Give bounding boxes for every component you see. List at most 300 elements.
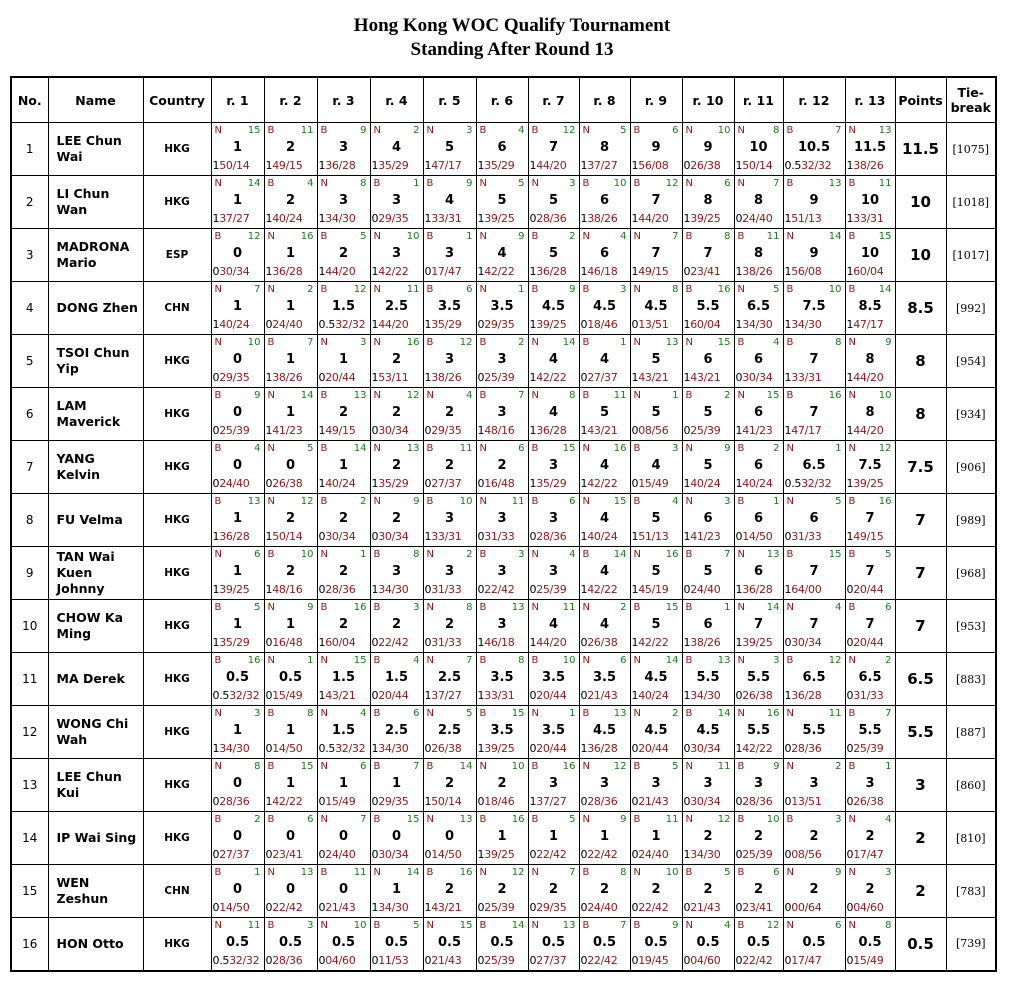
round-result — [372, 690, 409, 702]
round-result-value: 0 — [477, 530, 485, 543]
round-opponent: 2 — [885, 655, 892, 666]
round-result-value: 0 — [212, 901, 220, 914]
round-result-value: 0 — [631, 901, 639, 914]
round-color: B — [214, 867, 222, 878]
round-result-value: 0 — [683, 953, 691, 967]
round-cumulative: 4.5 — [644, 299, 668, 314]
round-color: N — [582, 655, 590, 666]
round-result-value: 1 — [265, 212, 273, 225]
round-cell — [528, 706, 579, 759]
round-opponent: 11 — [665, 814, 679, 825]
round-result — [372, 478, 409, 490]
round-score: 24/40 — [690, 583, 721, 596]
round-opponent: 13 — [828, 178, 842, 189]
round-opponent: 12 — [766, 920, 780, 931]
round-opponent: 1 — [518, 284, 525, 295]
round-result-value: 1 — [846, 318, 854, 331]
round-cumulative: 10 — [749, 140, 768, 155]
round-cumulative: 1 — [651, 829, 661, 844]
round-cumulative: 3 — [391, 246, 402, 261]
round-cumulative: 6.5 — [746, 299, 771, 314]
round-score: 14/50 — [742, 530, 773, 543]
round-result-value: 0 — [529, 212, 537, 225]
round-cumulative: 1 — [285, 723, 296, 738]
round-opponent: 3 — [254, 708, 261, 719]
round-cell — [528, 918, 579, 971]
round-result-value: 0 — [683, 583, 691, 596]
round-score: 42/22 — [587, 477, 618, 490]
round-cumulative: 2 — [865, 882, 875, 897]
round-result-value: 1 — [846, 212, 854, 225]
round-opponent: 13 — [511, 602, 525, 613]
round-cell — [264, 706, 317, 759]
round-cumulative: 4.5 — [644, 670, 668, 685]
round-opponent: 9 — [620, 814, 627, 825]
round-result-value: 0 — [846, 636, 854, 649]
round-cell — [845, 176, 895, 229]
round-score: 14/50 — [219, 901, 250, 914]
round-result — [319, 796, 356, 808]
round-opponent: 6 — [466, 284, 473, 295]
round-score: 39/25 — [484, 212, 515, 225]
round-opponent: 8 — [254, 761, 261, 772]
round-cell — [476, 653, 528, 706]
round-result — [266, 160, 303, 172]
round-color: B — [786, 549, 794, 560]
round-cell — [682, 388, 734, 441]
player-tiebreak: [739] — [946, 918, 996, 971]
round-result — [847, 902, 884, 914]
round-color: B — [737, 231, 745, 242]
round-color: N — [267, 284, 275, 295]
round-opponent: 10 — [828, 284, 842, 295]
round-opponent: 11 — [828, 708, 842, 719]
header-points: Points — [895, 77, 946, 123]
player-tiebreak: [883] — [946, 653, 996, 706]
round-opponent: 8 — [360, 178, 367, 189]
round-result — [847, 849, 884, 861]
round-cell — [211, 653, 264, 706]
round-cumulative: 2 — [548, 882, 559, 897]
round-opponent: 8 — [773, 125, 780, 136]
round-opponent: 8 — [672, 284, 679, 295]
round-opponent: 3 — [413, 602, 420, 613]
round-cell — [528, 865, 579, 918]
round-opponent: 3 — [620, 284, 627, 295]
round-opponent: 14 — [562, 337, 576, 348]
round-score: 37/27 — [219, 212, 250, 225]
round-cell — [579, 494, 630, 547]
round-opponent: 10 — [562, 655, 576, 666]
round-color: B — [479, 920, 487, 931]
round-result — [785, 955, 822, 967]
round-result — [213, 425, 250, 437]
round-opponent: 16 — [717, 284, 731, 295]
round-result-value: 1 — [212, 636, 220, 649]
round-cumulative: 2 — [703, 829, 713, 844]
round-cumulative: 7 — [809, 352, 819, 367]
round-color: B — [426, 178, 434, 189]
round-opponent: 7 — [672, 231, 679, 242]
round-cumulative: 3 — [391, 564, 402, 579]
round-score: 40/24 — [219, 318, 250, 331]
round-cell — [423, 600, 476, 653]
round-cumulative: 1 — [232, 140, 243, 155]
round-cumulative: 6.5 — [802, 458, 826, 473]
round-score: 22/42 — [587, 848, 618, 861]
round-score: 36/28 — [325, 159, 356, 172]
round-color: B — [426, 284, 434, 295]
round-color: B — [267, 708, 275, 719]
round-color: N — [582, 231, 590, 242]
round-result-value: 0 — [735, 901, 743, 914]
round-cell — [370, 494, 423, 547]
round-opponent: 1 — [885, 761, 892, 772]
round-result-value: 1 — [529, 371, 537, 384]
round-score: 16/48 — [484, 477, 515, 490]
round-opponent: 4 — [672, 496, 679, 507]
table-row — [11, 706, 996, 759]
round-opponent: 12 — [613, 761, 627, 772]
round-cumulative: 2 — [599, 882, 610, 897]
round-color: B — [848, 708, 856, 719]
round-color: B — [531, 496, 539, 507]
round-score: 42/22 — [484, 265, 515, 278]
round-opponent: 15 — [353, 655, 367, 666]
round-result-value: 1 — [318, 424, 326, 437]
round-result — [632, 902, 669, 914]
round-result — [478, 160, 515, 172]
header-round: r. 7 — [528, 77, 579, 123]
round-score: 32/32 — [335, 742, 366, 755]
round-score: 40/24 — [272, 212, 303, 225]
round-cumulative: 0.5 — [225, 670, 250, 685]
round-result — [632, 266, 669, 278]
round-result — [785, 849, 822, 861]
round-result — [632, 319, 669, 331]
round-result-value: 0 — [265, 901, 273, 914]
round-cell — [579, 812, 630, 865]
round-cell — [783, 706, 845, 759]
round-score: 28/36 — [219, 795, 250, 808]
round-color: B — [267, 125, 275, 136]
round-score: 23/41 — [690, 265, 721, 278]
round-result-value: 1 — [371, 318, 379, 331]
round-cumulative: 7 — [651, 193, 661, 208]
round-color: N — [848, 125, 856, 136]
round-color: B — [267, 178, 275, 189]
round-cumulative: 11.5 — [853, 140, 887, 155]
round-cell — [476, 388, 528, 441]
round-score: 04/60 — [690, 953, 721, 967]
round-score: 44/20 — [638, 212, 669, 225]
round-result — [372, 637, 409, 649]
round-score: 29/35 — [219, 371, 250, 384]
player-tiebreak: [906] — [946, 441, 996, 494]
round-score: 21/43 — [638, 795, 669, 808]
round-score: 49/15 — [853, 530, 884, 543]
round-color: B — [582, 867, 590, 878]
round-score: 25/39 — [484, 953, 515, 967]
round-opponent: 15 — [562, 443, 576, 454]
round-score: 49/15 — [638, 265, 669, 278]
round-cumulative: 1 — [285, 299, 296, 314]
player-name: CHOW Ka Ming — [48, 600, 143, 653]
round-result-value: 1 — [318, 265, 326, 278]
round-cumulative: 3 — [548, 458, 559, 473]
round-cell — [528, 123, 579, 176]
round-result-value: 1 — [424, 530, 432, 543]
round-score: 14/50 — [272, 742, 303, 755]
round-result-value: 0.5 — [784, 159, 802, 172]
table-row — [11, 176, 996, 229]
round-result-value: 1 — [846, 371, 854, 384]
round-score: 30/34 — [690, 742, 721, 755]
round-result-value: 0 — [846, 901, 854, 914]
round-result-value: 0 — [424, 424, 432, 437]
round-color: N — [479, 443, 487, 454]
round-result — [425, 266, 462, 278]
round-score: 23/41 — [742, 901, 773, 914]
round-cell — [783, 441, 845, 494]
round-result-value: 0 — [735, 848, 743, 861]
round-cumulative: 2 — [391, 352, 402, 367]
round-color: N — [267, 602, 275, 613]
round-result-value: 0 — [631, 795, 639, 808]
round-cumulative: 3 — [599, 776, 610, 791]
round-cell — [783, 918, 845, 971]
round-result-value: 0 — [735, 689, 743, 702]
round-result — [213, 266, 250, 278]
round-result — [736, 478, 773, 490]
round-result — [266, 213, 303, 225]
round-color: B — [685, 602, 693, 613]
round-color: N — [737, 284, 745, 295]
round-score: 36/28 — [791, 689, 822, 702]
round-cumulative: 0.5 — [644, 935, 668, 950]
round-opponent: 14 — [613, 549, 627, 560]
title-line-1: Hong Kong WOC Qualify Tournament — [353, 15, 671, 36]
round-cell — [734, 653, 783, 706]
round-cell — [682, 176, 734, 229]
round-result-value: 1 — [631, 636, 639, 649]
round-score: 46/18 — [587, 265, 618, 278]
round-color: N — [479, 761, 487, 772]
round-color: N — [786, 920, 794, 931]
round-score: 29/35 — [536, 901, 567, 914]
round-opponent: 12 — [300, 496, 314, 507]
round-cell — [264, 229, 317, 282]
round-result — [213, 584, 250, 596]
round-color: B — [582, 708, 590, 719]
round-cumulative: 4 — [497, 246, 507, 261]
round-cumulative: 9 — [703, 140, 713, 155]
round-result-value: 0 — [735, 212, 743, 225]
round-opponent: 1 — [724, 602, 731, 613]
round-result — [530, 637, 567, 649]
round-result — [785, 266, 822, 278]
round-result — [581, 531, 618, 543]
round-cumulative: 0.5 — [541, 935, 566, 950]
round-score: 30/34 — [742, 371, 773, 384]
table-row — [11, 229, 996, 282]
round-result — [785, 584, 822, 596]
round-color: B — [848, 284, 856, 295]
round-opponent: 3 — [885, 867, 892, 878]
round-cell — [317, 547, 370, 600]
round-opponent: 2 — [518, 337, 525, 348]
round-opponent: 6 — [835, 920, 842, 931]
round-result-value: 1 — [529, 159, 537, 172]
round-result-value: 0 — [683, 424, 691, 437]
round-opponent: 3 — [360, 337, 367, 348]
round-result-value: 0 — [371, 424, 379, 437]
round-opponent: 10 — [353, 920, 367, 931]
round-score: 26/38 — [853, 795, 884, 808]
round-cell — [682, 441, 734, 494]
round-opponent: 9 — [724, 443, 731, 454]
round-result — [632, 478, 669, 490]
round-opponent: 13 — [766, 549, 780, 560]
round-result — [478, 531, 515, 543]
round-score: 38/26 — [431, 371, 462, 384]
player-number: 4 — [11, 282, 48, 335]
round-color: B — [373, 708, 381, 719]
round-cumulative: 8 — [865, 352, 875, 367]
round-cumulative: 4 — [599, 511, 610, 526]
round-cumulative: 10 — [860, 246, 880, 261]
round-result — [632, 213, 669, 225]
round-opponent: 14 — [459, 761, 473, 772]
round-cell — [630, 865, 682, 918]
round-color: N — [848, 814, 856, 825]
round-cumulative: 0.5 — [225, 935, 250, 950]
round-result-value: 0 — [784, 848, 792, 861]
round-result — [632, 584, 669, 596]
round-opponent: 3 — [466, 125, 473, 136]
round-color: N — [214, 337, 222, 348]
round-result — [736, 425, 773, 437]
round-cumulative: 7 — [809, 564, 819, 579]
round-result-value: 1 — [477, 689, 485, 702]
player-number: 14 — [11, 812, 48, 865]
round-color: N — [582, 761, 590, 772]
round-opponent: 2 — [307, 284, 314, 295]
round-score: 21/43 — [690, 901, 721, 914]
round-result-value: 1 — [529, 318, 537, 331]
round-score: 22/42 — [742, 953, 773, 967]
round-cell — [734, 388, 783, 441]
round-cumulative: 2 — [444, 458, 455, 473]
round-color: N — [214, 125, 222, 136]
round-result — [847, 319, 884, 331]
round-opponent: 12 — [353, 284, 367, 295]
round-cell — [845, 759, 895, 812]
round-cumulative: 5 — [497, 193, 507, 208]
player-country: ESP — [143, 229, 211, 282]
round-color: N — [373, 496, 381, 507]
round-cell — [528, 229, 579, 282]
round-opponent: 1 — [672, 390, 679, 401]
round-result-value: 0 — [477, 953, 485, 967]
round-cumulative: 7.5 — [802, 299, 826, 314]
round-score: 30/34 — [378, 530, 409, 543]
player-number: 1 — [11, 123, 48, 176]
round-cell — [630, 123, 682, 176]
round-cell — [211, 335, 264, 388]
round-opponent: 13 — [717, 655, 731, 666]
round-score: 38/26 — [690, 636, 721, 649]
round-score: 33/31 — [853, 212, 884, 225]
player-name: HON Otto — [48, 918, 143, 971]
round-cell — [682, 865, 734, 918]
round-opponent: 2 — [360, 496, 367, 507]
round-cumulative: 1 — [338, 352, 349, 367]
round-opponent: 14 — [511, 920, 525, 931]
round-opponent: 13 — [562, 920, 576, 931]
round-opponent: 13 — [665, 337, 679, 348]
round-result-value: 0 — [580, 636, 588, 649]
round-cell — [682, 600, 734, 653]
round-score: 20/44 — [853, 636, 884, 649]
round-color: B — [320, 867, 328, 878]
round-opponent: 16 — [406, 337, 420, 348]
round-cumulative: 3 — [391, 193, 402, 208]
round-cumulative: 1 — [232, 723, 243, 738]
round-color: N — [786, 761, 794, 772]
round-cell — [579, 547, 630, 600]
round-result — [266, 902, 303, 914]
round-score: 50/14 — [431, 795, 462, 808]
round-score: 40/24 — [325, 477, 356, 490]
round-cell — [734, 865, 783, 918]
round-opponent: 11 — [247, 920, 261, 931]
round-result — [530, 160, 567, 172]
round-score: 20/44 — [638, 742, 669, 755]
round-cell — [528, 600, 579, 653]
round-color: B — [737, 761, 745, 772]
round-opponent: 16 — [828, 390, 842, 401]
round-opponent: 7 — [518, 390, 525, 401]
round-color: N — [848, 655, 856, 666]
round-opponent: 4 — [518, 125, 525, 136]
round-opponent: 11 — [300, 125, 314, 136]
round-result — [372, 796, 409, 808]
round-result — [478, 796, 515, 808]
round-result-value: 1 — [580, 159, 588, 172]
round-color: B — [373, 602, 381, 613]
round-score: 15/49 — [325, 795, 356, 808]
round-cumulative: 0.5 — [802, 935, 826, 950]
round-result-value: 0 — [212, 424, 220, 437]
round-color: N — [633, 390, 641, 401]
round-result-value: 1 — [846, 159, 854, 172]
round-cumulative: 3 — [497, 352, 507, 367]
round-score: 34/30 — [690, 848, 721, 861]
round-cell — [211, 176, 264, 229]
round-cumulative: 3 — [497, 511, 507, 526]
round-cumulative: 5 — [599, 405, 610, 420]
round-cell — [579, 282, 630, 335]
round-cell — [370, 547, 423, 600]
round-color: B — [267, 337, 275, 348]
round-result — [319, 955, 356, 967]
round-color: N — [214, 549, 222, 560]
round-result — [736, 743, 773, 755]
page-title — [0, 14, 1024, 62]
round-color: B — [214, 390, 222, 401]
round-opponent: 6 — [724, 178, 731, 189]
